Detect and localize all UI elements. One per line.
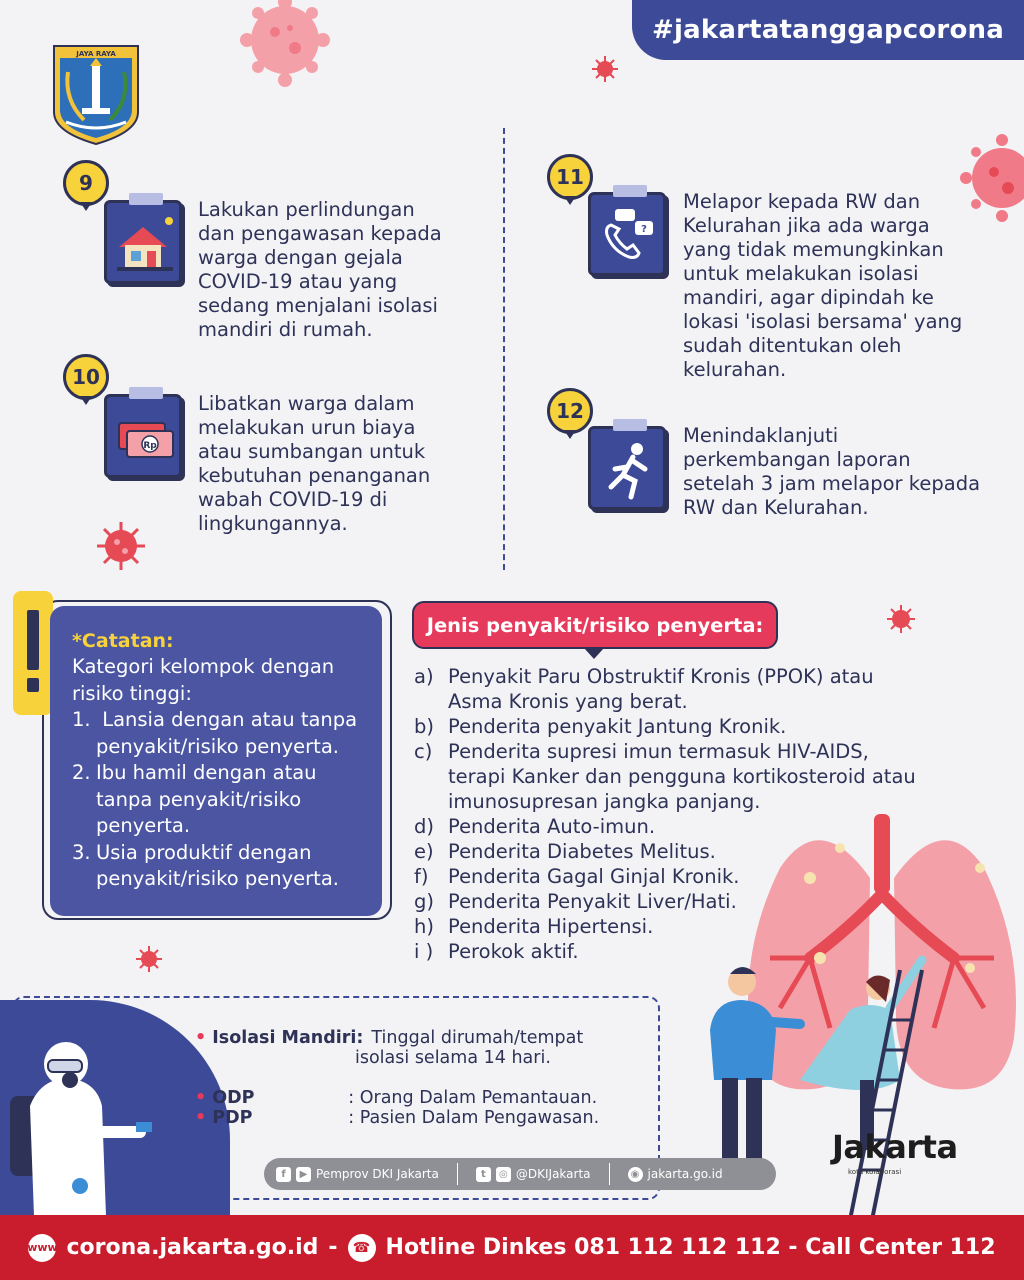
step-badge-10 <box>63 354 109 400</box>
step-badge-12 <box>547 388 593 434</box>
step-card-10 <box>104 394 182 478</box>
step-text-9: Lakukan perlindungan dan pengawasan kepada warga dengan gejala COVID-19 atau yang sedang menjalani isolasi mandiri di rumah. <box>198 198 442 341</box>
list-item: a) Penyakit Paru Obstruktif Kronis (PPOK) atau Asma Kronis yang berat. <box>414 665 874 713</box>
footer-website[interactable]: corona.jakarta.go.id <box>66 1235 319 1260</box>
svg-text:?: ? <box>641 224 647 235</box>
step-card-11 <box>588 192 666 276</box>
step-card-12 <box>588 426 666 510</box>
footer-bar <box>0 1215 1024 1280</box>
svg-text:JAYA RAYA: JAYA RAYA <box>76 50 116 58</box>
hashtag-banner: #jakartatanggapcorona <box>632 0 1024 60</box>
list-item: c) Penderita supresi imun termasuk HIV-AIDS, terapi Kanker dan pengguna kortikosteroid atau imunosupresan jangka panjang. <box>414 740 916 813</box>
jakarta-logo-tagline: kota kolaborasi <box>848 1168 902 1176</box>
definitions <box>195 1028 599 1128</box>
step-badge-11 <box>547 154 593 200</box>
svg-text:Rp: Rp <box>143 441 157 451</box>
facebook-icon: f <box>276 1167 291 1182</box>
disease-list-title: Jenis penyakit/risiko penyerta: <box>412 601 778 649</box>
definition-isolasi: • Isolasi Mandiri: Tinggal dirumah/tempat <box>195 1028 584 1048</box>
virus-decoration-large <box>220 0 350 90</box>
step-number: 11 <box>556 165 584 189</box>
social-bar <box>264 1158 776 1190</box>
twitter-icon: t <box>476 1167 491 1182</box>
note-intro: Kategori kelompok dengan risiko tinggi: <box>72 655 335 705</box>
jakarta-logo: Jakarta <box>832 1128 958 1166</box>
step-text-12: Menindaklanjuti perkembangan laporan setelah 3 jam melapor kepada RW dan Kelurahan. <box>683 424 981 519</box>
hazmat-worker-illustration <box>10 1036 160 1216</box>
social-twitter-instagram[interactable]: t ◎ @DKIJakarta <box>476 1167 591 1182</box>
note-item: 2. Ibu hamil dengan atau tanpa penyakit/risiko penyerta. <box>72 761 317 837</box>
jakarta-emblem-logo <box>50 42 142 146</box>
column-divider <box>503 128 505 570</box>
note-item: 1. Lansia dengan atau tanpa penyakit/risiko penyerta. <box>72 708 358 758</box>
note-title: *Catatan: <box>72 630 174 652</box>
social-web[interactable]: ◉ jakarta.go.id <box>628 1167 723 1182</box>
virus-decoration-left <box>97 522 145 570</box>
youtube-icon: ▶ <box>296 1167 311 1182</box>
list-item: g) Penderita Penyakit Liver/Hati. <box>414 890 737 913</box>
house-icon <box>113 213 177 277</box>
list-item: h) Penderita Hipertensi. <box>414 915 654 938</box>
list-item: d) Penderita Auto-imun. <box>414 815 656 838</box>
step-card-9 <box>104 200 182 284</box>
social-facebook-youtube[interactable]: f ▶ Pemprov DKI Jakarta <box>276 1167 439 1182</box>
list-item: b) Penderita penyakit Jantung Kronik. <box>414 715 787 738</box>
virus-decoration-bottom <box>136 946 162 972</box>
step-text-10: Libatkan warga dalam melakukan urun biaya atau sumbangan untuk kebutuhan penanganan wabah COVID-19 di lingkungannya. <box>198 392 431 535</box>
disease-list <box>414 664 974 964</box>
virus-decoration-small <box>592 56 618 82</box>
step-badge-9 <box>63 160 109 206</box>
virus-decoration-right <box>958 132 1024 224</box>
note-item: 3. Usia produktif dengan penyakit/risiko penyerta. <box>72 840 339 890</box>
definition-odp: • ODP : Orang Dalam Pemantauan. <box>195 1088 598 1108</box>
footer-separator: - <box>328 1235 338 1260</box>
step-number: 12 <box>556 399 584 423</box>
step-number: 9 <box>79 171 93 195</box>
money-icon <box>113 407 177 471</box>
virus-decoration-mid <box>887 605 915 633</box>
globe-icon: ◉ <box>628 1167 643 1182</box>
step-text-11: Melapor kepada RW dan Kelurahan jika ada warga yang tidak memungkinkan untuk melakukan isolasi mandiri, agar dipindah ke lokasi 'isolasi bersama' yang sudah ditentukan oleh kelurahan. <box>683 190 963 381</box>
instagram-icon: ◎ <box>496 1167 511 1182</box>
list-item: i ) Perokok aktif. <box>414 940 579 963</box>
definition-pdp: • PDP : Pasien Dalam Pengawasan. <box>195 1108 600 1128</box>
running-person-icon <box>597 439 661 503</box>
definition-isolasi-cont: isolasi selama 14 hari. <box>355 1048 551 1068</box>
phone-icon: ☎ <box>348 1234 376 1262</box>
www-icon: www <box>28 1234 56 1262</box>
note-box <box>50 606 382 916</box>
list-item: e) Penderita Diabetes Melitus. <box>414 840 716 863</box>
footer-hotline: Hotline Dinkes 081 112 112 112 - Call Center 112 <box>385 1235 996 1260</box>
exclamation-icon <box>13 591 53 715</box>
step-number: 10 <box>72 365 100 389</box>
list-item: f) Penderita Gagal Ginjal Kronik. <box>414 865 740 888</box>
phone-chat-icon <box>597 205 661 269</box>
